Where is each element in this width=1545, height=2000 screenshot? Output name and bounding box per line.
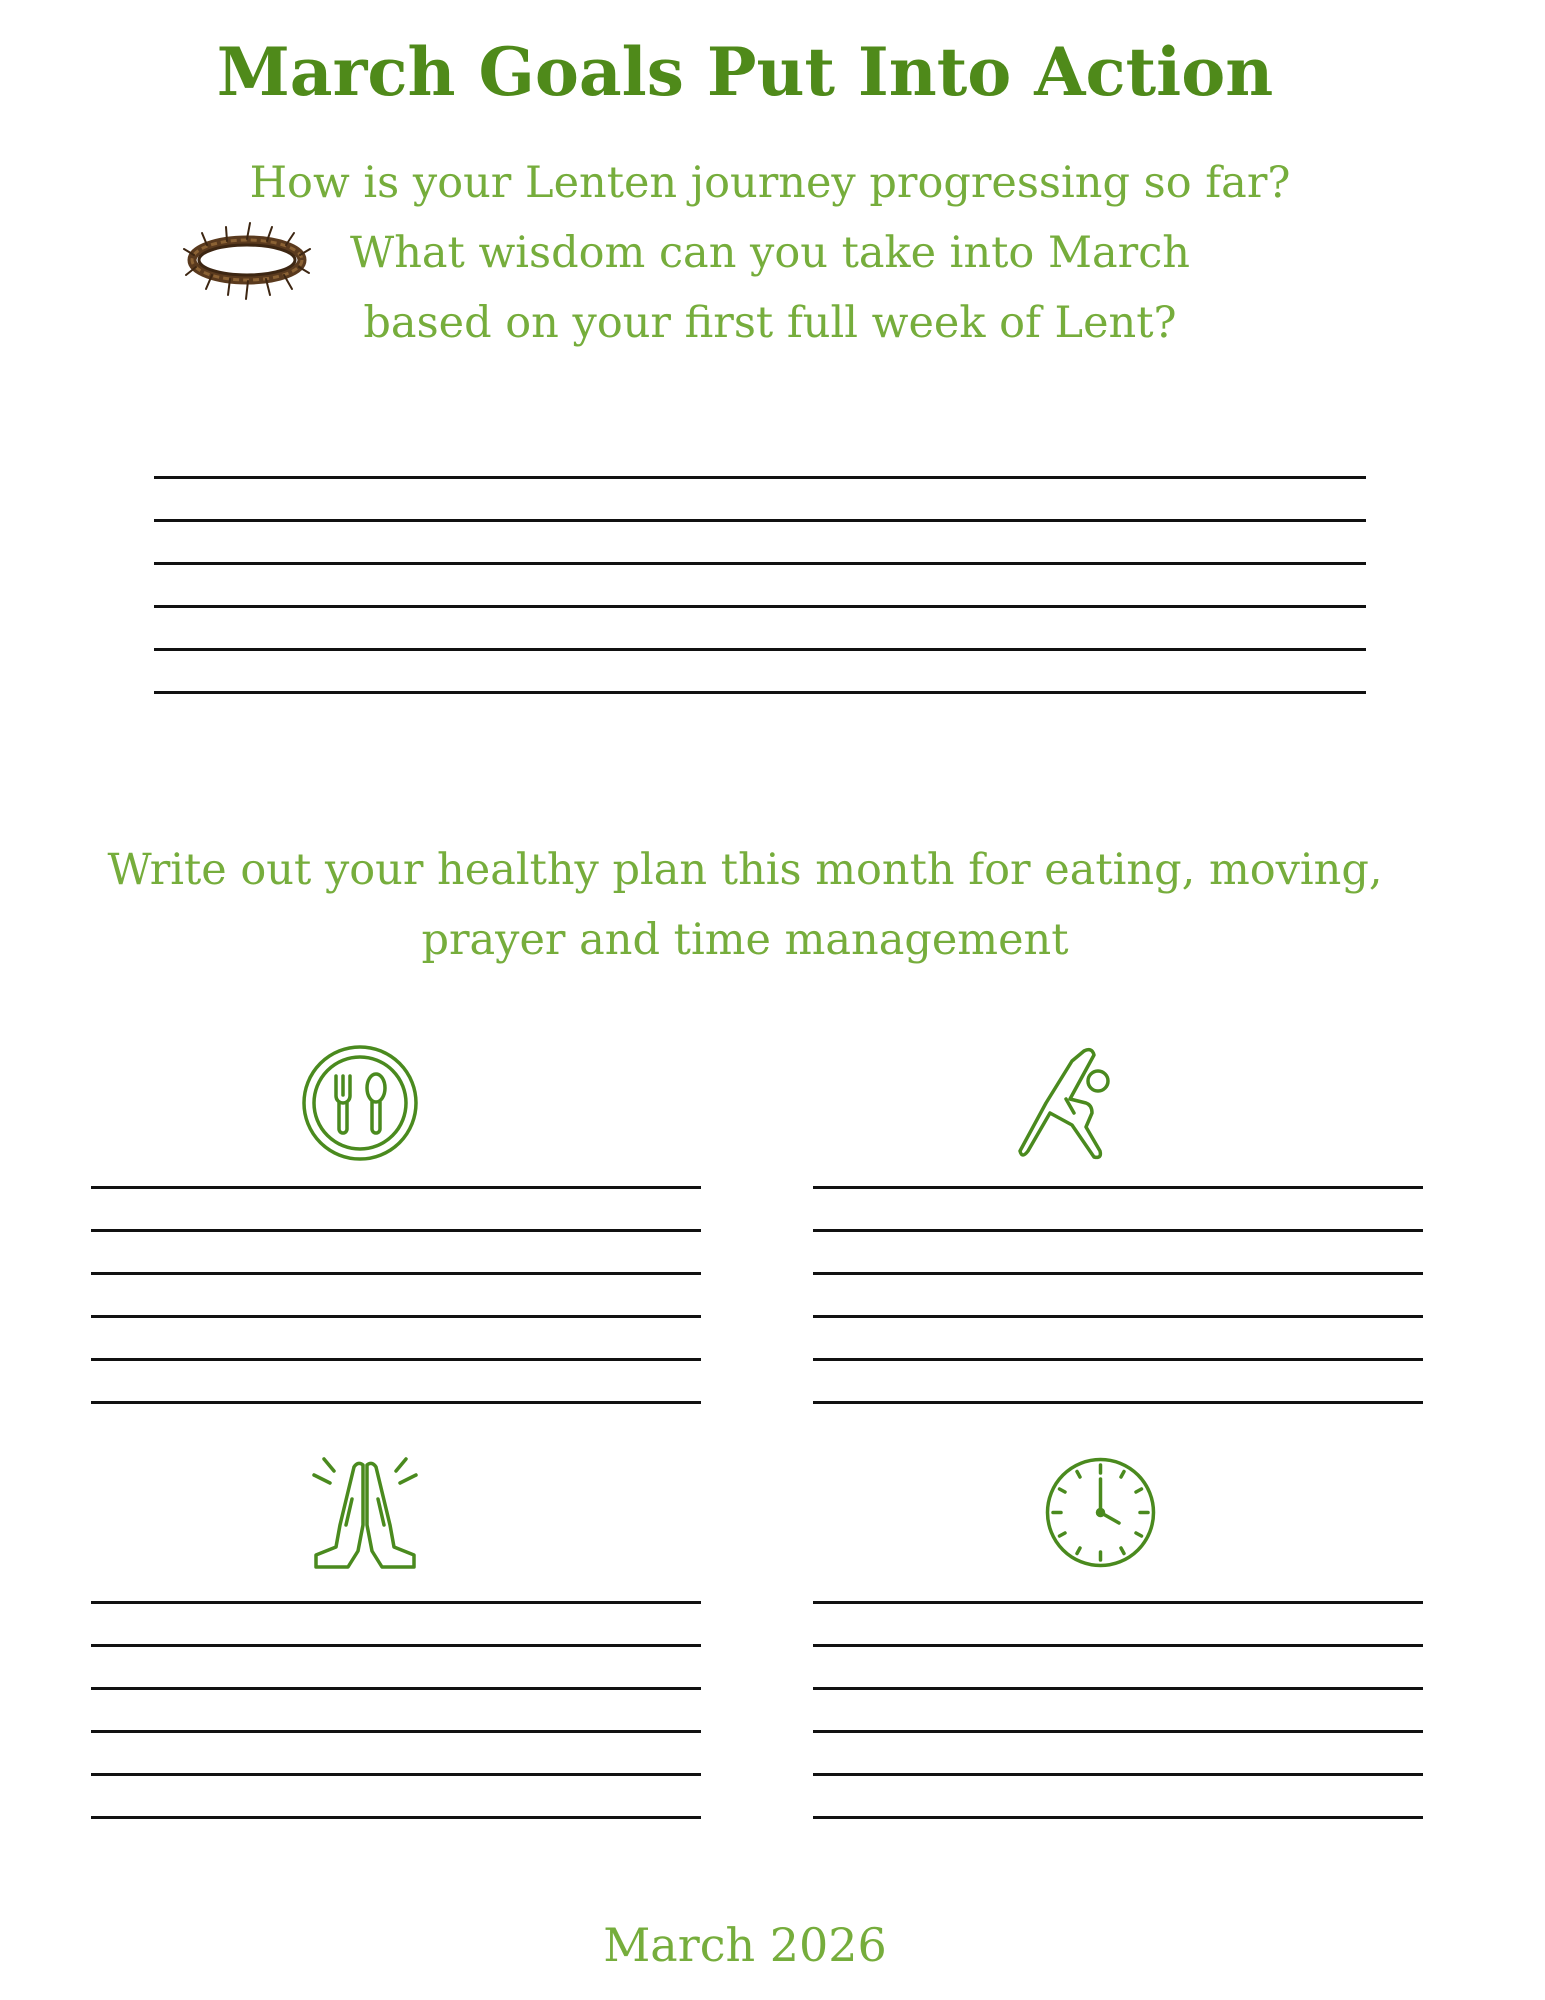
writing-line[interactable] [91, 1687, 701, 1690]
praying-hands-icon [310, 1455, 420, 1570]
writing-line[interactable] [813, 1687, 1423, 1690]
writing-line[interactable] [91, 1358, 701, 1361]
writing-line[interactable] [154, 562, 1366, 565]
writing-line[interactable] [91, 1644, 701, 1647]
writing-line[interactable] [154, 691, 1366, 694]
eating-writing-lines[interactable] [91, 1186, 701, 1406]
writing-line[interactable] [813, 1601, 1423, 1604]
writing-line[interactable] [154, 476, 1366, 479]
writing-line[interactable] [813, 1358, 1423, 1361]
reflection-line-1: How is your Lenten journey progressing so far? [249, 158, 1291, 208]
footer-date: March 2026 [603, 1918, 887, 1972]
reflection-line-2: What wisdom can you take into March [350, 228, 1190, 278]
writing-line[interactable] [154, 648, 1366, 651]
plan-line-2: prayer and time management [421, 915, 1069, 965]
writing-line[interactable] [813, 1644, 1423, 1647]
time-management-writing-lines[interactable] [813, 1601, 1423, 1821]
writing-line[interactable] [154, 605, 1366, 608]
stretching-person-icon [1010, 1043, 1130, 1168]
plan-prompt [30, 835, 1460, 975]
clock-icon [1043, 1455, 1158, 1570]
reflection-line-3: based on your first full week of Lent? [363, 298, 1177, 348]
writing-line[interactable] [813, 1816, 1423, 1819]
writing-line[interactable] [813, 1730, 1423, 1733]
writing-line[interactable] [813, 1773, 1423, 1776]
plan-line-1: Write out your healthy plan this month for eating, moving, [107, 845, 1383, 895]
writing-line[interactable] [813, 1229, 1423, 1232]
writing-line[interactable] [91, 1272, 701, 1275]
moving-writing-lines[interactable] [813, 1186, 1423, 1406]
reflection-prompt [170, 148, 1370, 358]
writing-line[interactable] [91, 1229, 701, 1232]
writing-line[interactable] [154, 519, 1366, 522]
writing-line[interactable] [813, 1186, 1423, 1189]
writing-line[interactable] [91, 1730, 701, 1733]
writing-line[interactable] [813, 1401, 1423, 1404]
page-title: March Goals Put Into Action [216, 33, 1274, 111]
prayer-writing-lines[interactable] [91, 1601, 701, 1821]
writing-line[interactable] [91, 1816, 701, 1819]
writing-line[interactable] [91, 1401, 701, 1404]
plate-fork-spoon-icon [300, 1043, 420, 1163]
writing-line[interactable] [813, 1315, 1423, 1318]
writing-line[interactable] [91, 1773, 701, 1776]
writing-line[interactable] [813, 1272, 1423, 1275]
writing-line[interactable] [91, 1315, 701, 1318]
writing-line[interactable] [91, 1186, 701, 1189]
writing-line[interactable] [91, 1601, 701, 1604]
reflection-writing-lines[interactable] [154, 476, 1366, 696]
